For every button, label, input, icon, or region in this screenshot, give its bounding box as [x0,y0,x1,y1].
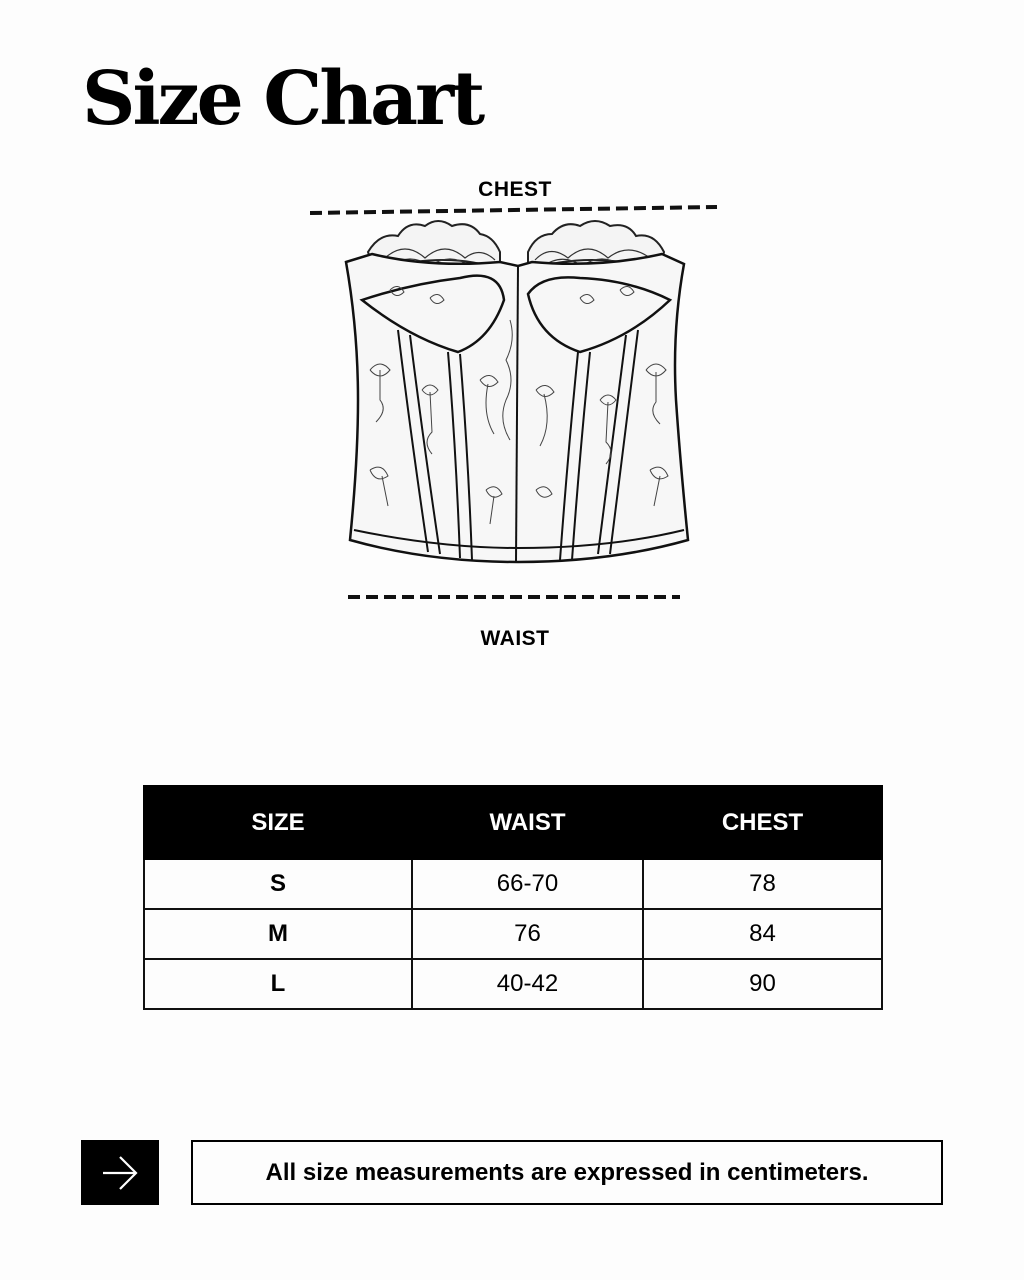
waist-cell: 76 [412,909,643,959]
column-header-waist: WAIST [412,786,643,859]
chest-measure-line [310,207,717,213]
arrow-button[interactable] [81,1140,159,1205]
chest-cell: 78 [643,859,882,909]
waist-cell: 66-70 [412,859,643,909]
arrow-right-icon [100,1153,140,1193]
size-cell: L [144,959,412,1009]
size-cell: M [144,909,412,959]
waist-label: WAIST [480,627,550,650]
column-header-chest: CHEST [643,786,882,859]
measurement-note: All size measurements are expressed in centimeters. [191,1140,943,1205]
size-cell: S [144,859,412,909]
waist-cell: 40-42 [412,959,643,1009]
page-title: Size Chart [82,56,483,142]
corset-illustration [310,170,720,700]
chest-cell: 90 [643,959,882,1009]
size-table [143,785,883,1010]
table-row [144,959,882,1009]
chest-cell: 84 [643,909,882,959]
table-row [144,909,882,959]
table-header-row [144,786,882,859]
measurement-figure [310,170,720,700]
column-header-size: SIZE [144,786,412,859]
table-row [144,859,882,909]
chest-label: CHEST [478,178,552,201]
